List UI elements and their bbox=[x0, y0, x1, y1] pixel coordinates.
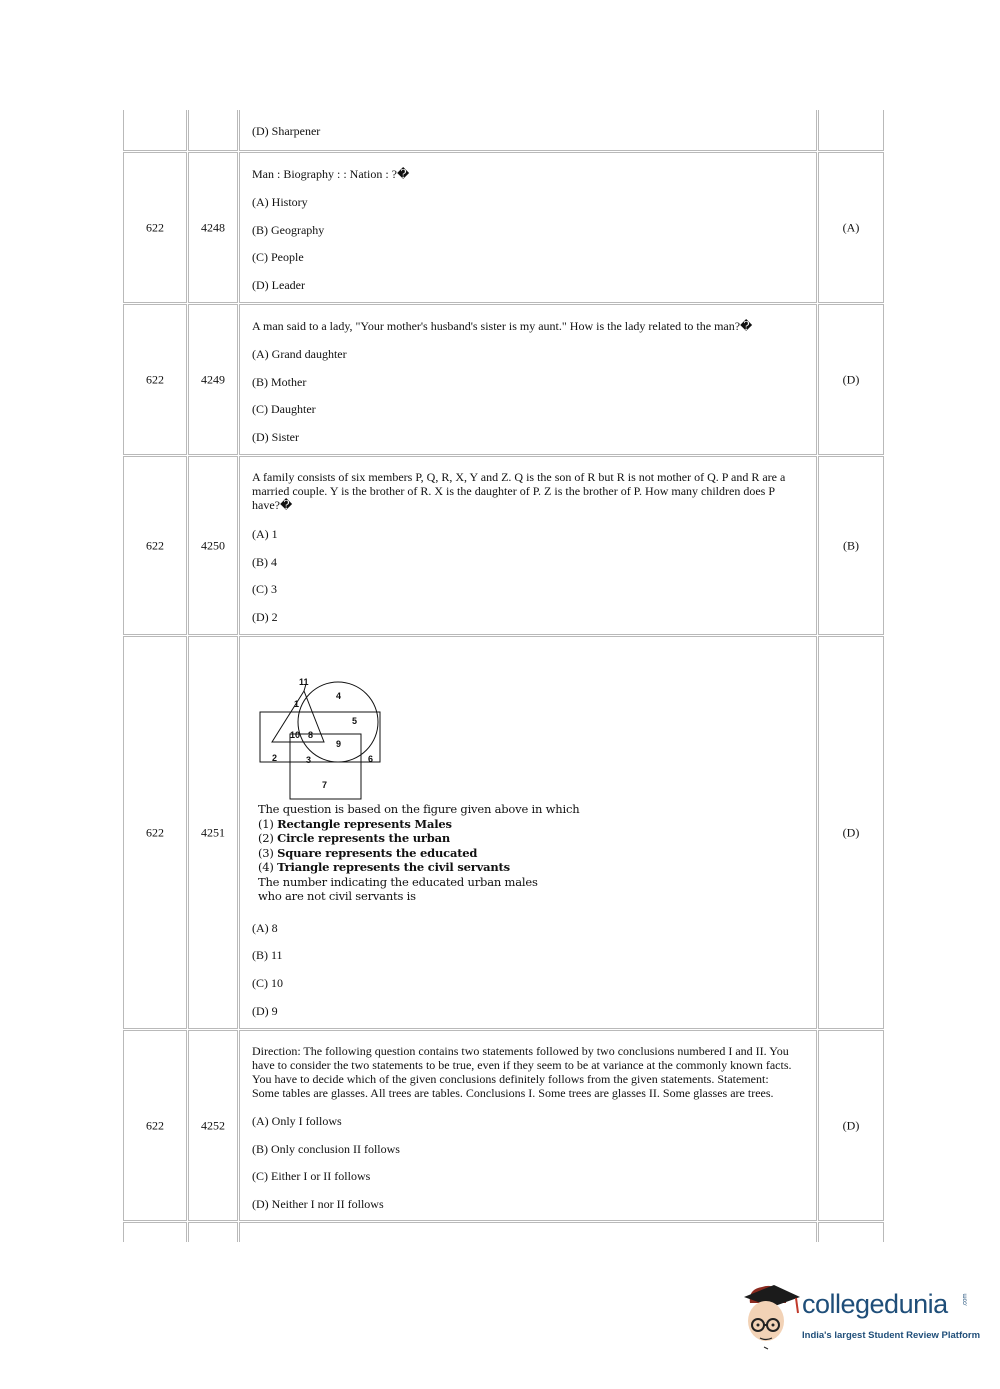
logo-suffix: .com bbox=[962, 1293, 969, 1307]
caption-line: who are not civil servants is bbox=[258, 889, 416, 903]
question-line: have to consider the two statements to be true, even if they seem to be at variance at the commonly known facts. bbox=[252, 1058, 792, 1072]
caption-num: (3) bbox=[258, 845, 278, 860]
question-id: 4252 bbox=[201, 1118, 225, 1133]
figure-label: 8 bbox=[308, 730, 314, 740]
option: (A) 1 bbox=[252, 527, 278, 541]
table-row bbox=[122, 110, 886, 151]
caption-line: The question is based on the figure given above in which bbox=[258, 802, 580, 816]
cell-question bbox=[239, 1222, 817, 1242]
option: (A) History bbox=[252, 195, 308, 209]
venn-diagram-figure bbox=[254, 677, 394, 802]
option: (B) 11 bbox=[252, 948, 283, 962]
figure-label: 3 bbox=[306, 755, 312, 765]
mascot-icon bbox=[740, 1283, 802, 1351]
logo-tagline: India's largest Student Review Platform bbox=[802, 1330, 981, 1341]
caption-num: (4) bbox=[258, 860, 278, 874]
answer-value: (D) bbox=[842, 372, 860, 387]
question-text: Man : Biography : : Nation : ?� bbox=[252, 167, 410, 181]
cell-question bbox=[239, 1030, 817, 1221]
figure-label: 1 bbox=[294, 699, 300, 709]
option: (D) 2 bbox=[252, 610, 278, 624]
table-row bbox=[122, 152, 886, 303]
question-line: A family consists of six members P, Q, R, X, Y and Z. Q is the son of R but R is not mother of Q. P and R are a bbox=[252, 470, 786, 484]
question-id: 4250 bbox=[201, 538, 225, 553]
option: (C) Daughter bbox=[252, 402, 316, 416]
option: (A) Grand daughter bbox=[252, 347, 347, 361]
code-value: 622 bbox=[146, 1118, 164, 1133]
figure-label: 9 bbox=[336, 739, 342, 749]
cell-code bbox=[123, 636, 187, 1029]
table-row bbox=[122, 1030, 886, 1221]
cell-code bbox=[123, 110, 187, 151]
cell-answer bbox=[818, 636, 884, 1029]
cell-qid bbox=[188, 456, 238, 635]
caption-line bbox=[258, 846, 579, 861]
answer-value: (A) bbox=[842, 220, 860, 235]
caption-num: (2) bbox=[258, 831, 278, 845]
option: (A) Only I follows bbox=[252, 1114, 342, 1128]
answer-value: (D) bbox=[842, 825, 860, 840]
question-line: You have to decide which of the given conclusions definitely follows from the given statements. Statement: bbox=[252, 1072, 769, 1086]
cell-question bbox=[239, 636, 817, 1029]
figure-label: 6 bbox=[368, 754, 374, 764]
question-line: have?� bbox=[252, 498, 293, 512]
cell-qid bbox=[188, 110, 238, 151]
option: (B) 4 bbox=[252, 555, 277, 569]
option: (D) 9 bbox=[252, 1004, 278, 1018]
cell-question bbox=[239, 152, 817, 303]
option: (D) Neither I nor II follows bbox=[252, 1197, 384, 1211]
caption-bold: Square represents the educated bbox=[277, 845, 478, 860]
cell-answer bbox=[818, 1222, 884, 1242]
figure-label: 5 bbox=[352, 716, 358, 726]
option: (D) Sister bbox=[252, 430, 299, 444]
question-id: 4249 bbox=[201, 372, 225, 387]
question-text: A man said to a lady, "Your mother's husband's sister is my aunt." How is the lady related to the man?� bbox=[252, 319, 753, 333]
question-text bbox=[252, 470, 806, 512]
question-line: Direction: The following question contains two statements followed by two conclusions numbered I and II. You bbox=[252, 1044, 789, 1058]
option: (B) Only conclusion II follows bbox=[252, 1142, 400, 1156]
answer-value: (B) bbox=[843, 538, 859, 553]
cell-answer bbox=[818, 456, 884, 635]
cell-answer bbox=[818, 304, 884, 455]
figure-caption bbox=[258, 802, 579, 904]
cell-answer bbox=[818, 152, 884, 303]
table-row bbox=[122, 456, 886, 635]
cell-code bbox=[123, 456, 187, 635]
cell-qid bbox=[188, 636, 238, 1029]
table-row bbox=[122, 636, 886, 1029]
caption-line: The number indicating the educated urban males bbox=[258, 874, 538, 889]
table-row bbox=[122, 1222, 886, 1242]
question-text bbox=[252, 1044, 806, 1100]
figure-label: 11 bbox=[299, 677, 309, 687]
figure-label: 4 bbox=[336, 691, 342, 701]
option: (A) 8 bbox=[252, 921, 278, 935]
option: (B) Mother bbox=[252, 375, 307, 389]
option: (C) 3 bbox=[252, 582, 277, 596]
table-row bbox=[122, 304, 886, 455]
cell-question bbox=[239, 456, 817, 635]
option: (D) Leader bbox=[252, 278, 305, 292]
caption-bold: Rectangle represents Males bbox=[277, 816, 452, 831]
caption-bold: Triangle represents the civil servants bbox=[277, 860, 510, 874]
caption-line bbox=[258, 817, 579, 832]
cell-question bbox=[239, 110, 817, 151]
option: (C) People bbox=[252, 250, 304, 264]
code-value: 622 bbox=[146, 220, 164, 235]
cell-qid bbox=[188, 1030, 238, 1221]
caption-line bbox=[258, 860, 579, 875]
figure-label: 2 bbox=[272, 753, 278, 763]
cell-answer bbox=[818, 110, 884, 151]
answer-value: (D) bbox=[842, 1118, 860, 1133]
question-line: married couple. Y is the brother of R. X is the daughter of P. Z is the brother of P. How many children does P bbox=[252, 484, 776, 498]
option: (B) Geography bbox=[252, 223, 325, 237]
cell-code bbox=[123, 1222, 187, 1242]
caption-bold: Circle represents the urban bbox=[277, 831, 451, 845]
question-id: 4251 bbox=[201, 825, 225, 840]
cell-qid bbox=[188, 152, 238, 303]
code-value: 622 bbox=[146, 825, 164, 840]
cell-code bbox=[123, 152, 187, 303]
caption-line bbox=[258, 831, 579, 846]
cell-code bbox=[123, 1030, 187, 1221]
cell-code bbox=[123, 304, 187, 455]
logo-name: collegedunia bbox=[802, 1289, 948, 1319]
code-value: 622 bbox=[146, 372, 164, 387]
figure-label: 10 bbox=[290, 730, 301, 740]
cell-qid bbox=[188, 1222, 238, 1242]
code-value: 622 bbox=[146, 538, 164, 553]
collegedunia-logo bbox=[740, 1283, 981, 1353]
figure-label: 7 bbox=[322, 780, 328, 790]
option: (C) Either I or II follows bbox=[252, 1169, 371, 1183]
cell-qid bbox=[188, 304, 238, 455]
question-id: 4248 bbox=[201, 220, 225, 235]
caption-num: (1) bbox=[258, 816, 278, 831]
question-line: Some tables are glasses. All trees are tables. Conclusions I. Some trees are glasses II. Some glasses are trees. bbox=[252, 1086, 774, 1100]
cell-answer bbox=[818, 1030, 884, 1221]
cell-question bbox=[239, 304, 817, 455]
option: (C) 10 bbox=[252, 976, 283, 990]
option: (D) Sharpener bbox=[252, 124, 321, 138]
